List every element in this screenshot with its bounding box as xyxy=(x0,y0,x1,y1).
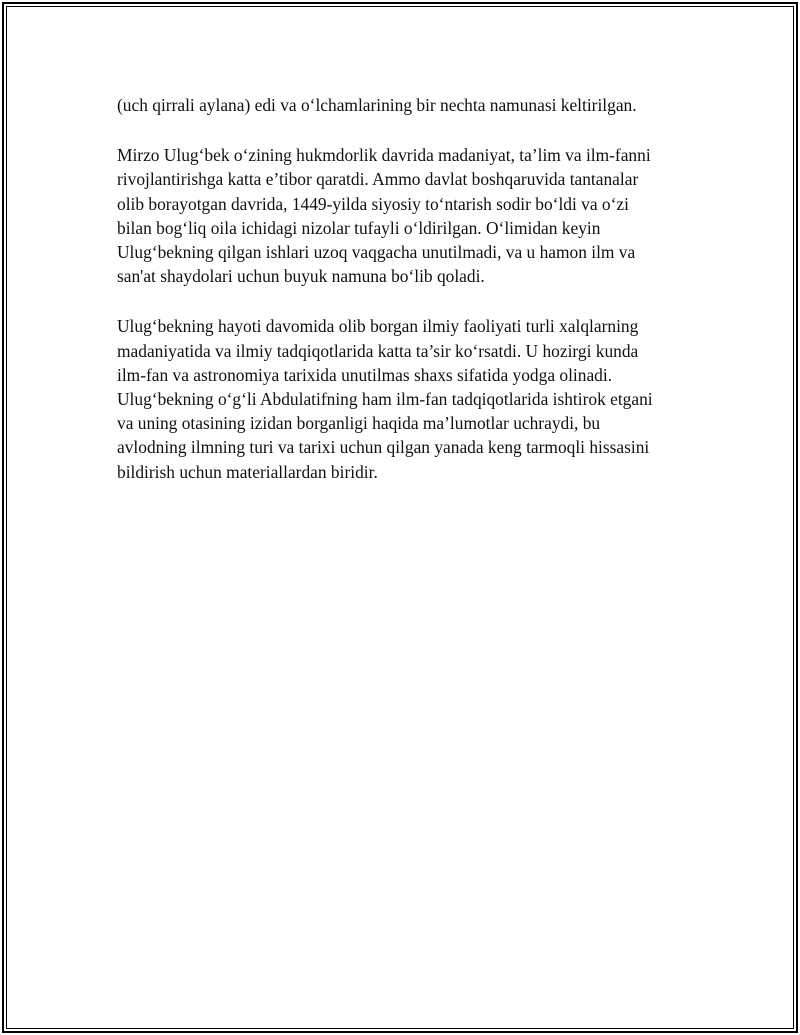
text-line: va uning otasining izidan borganligi haqida ma’lumotlar uchraydi, bu xyxy=(117,413,601,434)
text-line: Ulug‘bekning qilgan ishlari uzoq vaqgacha unutilmadi, va u hamon ilm va xyxy=(117,242,636,263)
text-line: bilan bog‘liq oila ichidagi nizolar tufayli o‘ldirilgan. O‘limidan keyin xyxy=(117,217,601,238)
text-line: olib borayotgan davrida, 1449-yilda siyosiy to‘ntarish sodir bo‘ldi va o‘zi xyxy=(117,193,629,214)
text-line: (uch qirrali aylana) edi va o‘lchamlarining bir nechta namunasi keltirilgan. xyxy=(117,95,637,115)
text-line: bildirish uchun materiallardan biridir. xyxy=(117,461,378,482)
text-line: Ulug‘bekning hayoti davomida olib borgan ilmiy faoliyati turli xalqlarning xyxy=(117,316,639,337)
paragraph-2 xyxy=(117,143,692,288)
text-line: Ulug‘bekning o‘g‘li Abdulatifning ham ilm-fan tadqiqotlarida ishtirok etgani xyxy=(117,389,653,410)
document-body xyxy=(117,93,692,510)
text-line: Mirzo Ulug‘bek o‘zining hukmdorlik davrida madaniyat, ta’lim va ilm-fanni xyxy=(117,145,651,166)
paragraph-3 xyxy=(117,314,692,483)
text-line: rivojlantirishga katta e’tibor qaratdi. Ammo davlat boshqaruvida tantanalar xyxy=(117,169,639,190)
text-line: avlodning ilmning turi va tarixi uchun qilgan yanada keng tarmoqli hissasini xyxy=(117,437,650,458)
text-line: san'at shaydolari uchun buyuk namuna bo‘lib qoladi. xyxy=(117,266,485,287)
text-line: madaniyatida va ilmiy tadqiqotlarida katta ta’sir ko‘rsatdi. U hozirgi kunda xyxy=(117,340,639,361)
paragraph-1 xyxy=(117,93,692,117)
text-line: ilm-fan va astronomiya tarixida unutilmas shaxs sifatida yodga olinadi. xyxy=(117,364,613,385)
